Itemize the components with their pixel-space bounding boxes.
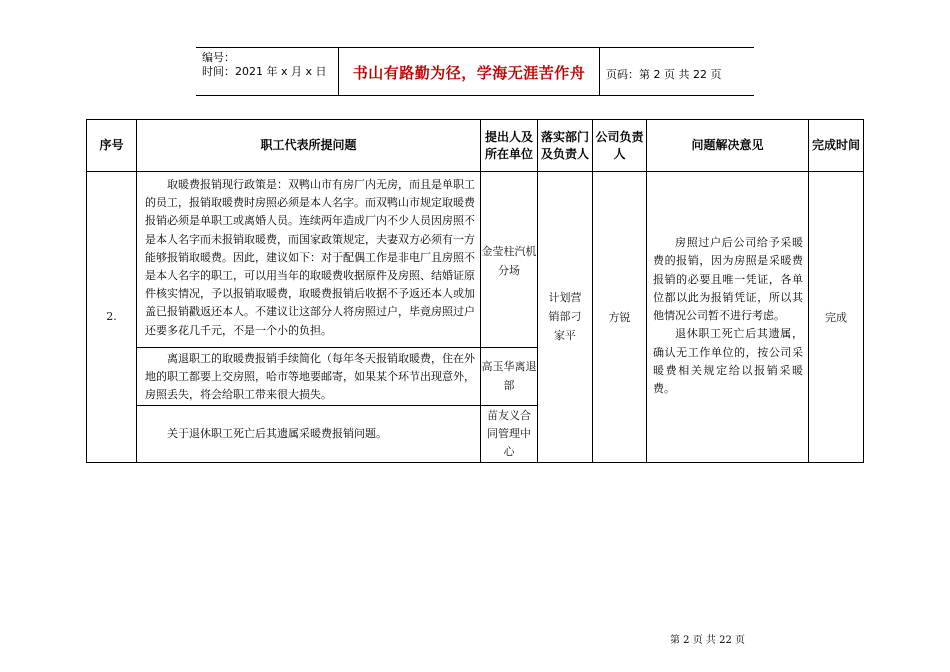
col-header-resolution: 问题解决意见: [647, 120, 809, 172]
resolution-cell: [647, 172, 809, 463]
issue-text: 取暖费报销现行政策是：双鸭山市有房厂内无房，而且是单职工的员工，报销取暖费时房照必须是本人名字。而双鸭山市规定取暖费报销必须是单职工或离婚人员。连续两年造成厂内不少人员因房照不是本人名字而未报销取暖费，而国家政策规定，夫妻双方必须有一方能够报销取暖费。因此，建议如下：对于配偶工作是非电厂且房照不是本人名字的职工，可以用当年的取暖费收据原件及房照、结婚证原件核实情况，予以报销取暖费，取暖费报销后收据不予返还本人或加盖已报销戳返还本人。不建议让这部分人将房照过户，毕竟房照过户还要多花几千元，不是一个小的负担。: [145, 178, 475, 337]
issue-cell: [137, 172, 481, 348]
proposer-cell: 高玉华离退部: [481, 348, 538, 406]
issue-cell: [137, 348, 481, 406]
proposer-cell: 苗友义合同管理中心: [481, 405, 538, 462]
header-meta: [196, 48, 338, 95]
page-label: 页码：第 2 页 共 22 页: [606, 68, 722, 81]
issues-table: [86, 119, 864, 463]
resolution-text-1: 房照过户后公司给予采暖费的报销，因为房照是采暖费报销的必要且唯一凭证，各单位都以此为报销凭证，所以其他情况公司暂不进行考虑。: [653, 236, 803, 323]
col-header-completion: 完成时间: [809, 120, 864, 172]
header-motto-cell: [338, 48, 600, 95]
issue-cell: [137, 405, 481, 462]
col-header-proposer: 提出人及所在单位: [481, 120, 538, 172]
motto: 书山有路勤为径，学海无涯苦作舟: [352, 64, 586, 82]
completion-cell: 完成: [809, 172, 864, 463]
document-header: [196, 47, 754, 96]
issue-text: 离退职工的取暖费报销手续简化（每年冬天报销取暖费，住在外地的职工都要上交房照，哈市等地要邮寄，如果某个环节出现意外，房照丢失，将会给职工带来很大损失。: [145, 352, 475, 402]
resolution-text-2: 退休职工死亡后其遗属，确认无工作单位的，按公司采暖费相关规定给以报销采暖费。: [653, 327, 803, 396]
table-row: [87, 172, 864, 348]
company-lead-cell: 方锐: [593, 172, 647, 463]
proposer-cell: 金莹柱汽机分场: [481, 172, 538, 348]
seq-cell: 2.: [87, 172, 137, 463]
page-footer: 第 2 页 共 22 页: [670, 635, 745, 646]
col-header-seq: 序号: [87, 120, 137, 172]
col-header-company-lead: 公司负责人: [593, 120, 647, 172]
issue-text: 关于退休职工死亡后其遗属采暖费报销问题。: [167, 426, 387, 440]
table-header-row: [87, 120, 864, 172]
col-header-department: 落实部门及负责人: [538, 120, 593, 172]
col-header-issue: 职工代表所提问题: [137, 120, 481, 172]
department-cell: 计划营销部刁家平: [538, 172, 593, 463]
time-label: 时间：2021 年 x 月 x 日: [202, 65, 327, 78]
number-label: 编号：: [202, 51, 235, 64]
header-page-cell: [599, 48, 754, 95]
